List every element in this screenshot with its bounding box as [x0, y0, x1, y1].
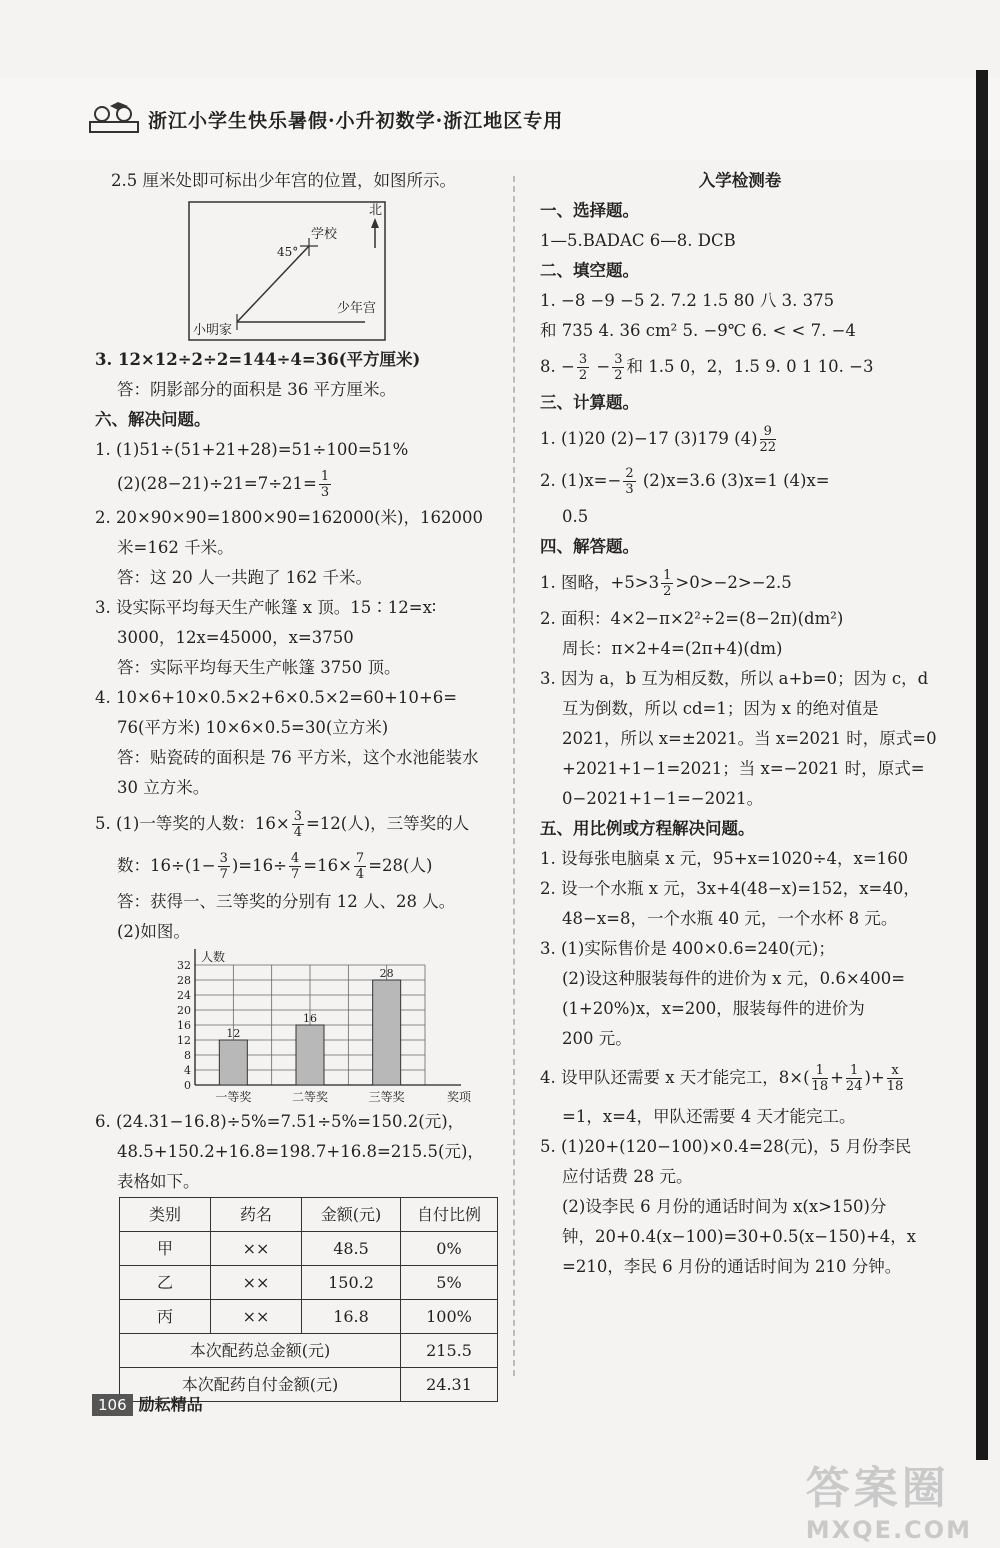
map-diagram — [187, 200, 427, 345]
text-line: 答：贴瓷砖的面积是 76 平方米，这个水池能装水 — [117, 748, 479, 767]
y-tick-label: 8 — [184, 1049, 191, 1062]
y-tick-label: 32 — [177, 959, 191, 972]
map-north-label: 北 — [369, 203, 383, 218]
text-line: 1. (1)51÷(51+21+28)=51÷100=51% — [95, 440, 409, 459]
text-line: (2)如图。 — [117, 922, 190, 941]
section-title: 入学检测卷 — [698, 171, 782, 190]
text-line: 76(平方米) 10×6×0.5=30(立方米) — [117, 718, 389, 737]
table-cell: 48.5 — [302, 1232, 401, 1266]
table-cell: ×× — [211, 1300, 302, 1334]
table-cell: 24.31 — [401, 1368, 498, 1402]
table-cell: 215.5 — [401, 1334, 498, 1368]
left-column — [95, 166, 505, 1402]
text-line: 应付话费 28 元。 — [562, 1167, 693, 1186]
text-line: 答：实际平均每天生产帐篷 3750 顶。 — [117, 658, 401, 677]
text-line: 答：获得一、三等奖的分别有 12 人、28 人。 — [117, 892, 456, 911]
reading-kids-logo-icon — [88, 100, 140, 136]
x-tick-label: 二等奖 — [291, 1090, 329, 1104]
table-header-row — [120, 1198, 498, 1232]
header-title: 浙江小学生快乐暑假·小升初数学·浙江地区专用 — [148, 110, 564, 132]
text-line: 8. − $\frac{3}{2}$ − $\frac{3}{2}$ 和 1.5 0，2，1.5 9. 0 1 10. −3 — [540, 352, 874, 383]
y-tick-label: 20 — [177, 1004, 191, 1017]
text-line: 5. (1)20+(120−100)×0.4=28(元)，5 月份李民 — [540, 1137, 912, 1156]
text-line: 2. (1)x=− $\frac{2}{3}$ (2)x=3.6 (3)x=1 (4)x= — [540, 466, 830, 497]
x-axis-label: 奖项 — [447, 1090, 472, 1104]
text-line: 2. 设一个水瓶 x 元，3x+4(48−x)=152，x=40， — [540, 879, 920, 898]
right-column — [540, 166, 940, 1282]
footer-brand: 励耘精品 — [138, 1395, 203, 1414]
fraction: $\frac{3}{2}$ — [578, 352, 588, 383]
table-cell: 0% — [401, 1232, 498, 1266]
map-palace-label: 少年宫 — [337, 301, 377, 316]
watermark — [806, 1452, 972, 1544]
text-line: 2.5 厘米处即可标出少年宫的位置，如图所示。 — [111, 171, 456, 190]
bar — [296, 1025, 324, 1085]
fraction: $\frac{3}{2}$ — [614, 352, 623, 383]
map-school-label: 学校 — [311, 227, 338, 242]
text-line: 1. 图略，+5>3 $\frac{1}{2}$ >0>−2>−2.5 — [540, 568, 792, 599]
text-line: 互为倒数，所以 cd=1；因为 x 的绝对值是 — [562, 699, 879, 718]
text-line: 1. −8 −9 −5 2. 7.2 1.5 80 八 3. 375 — [540, 291, 835, 310]
x-tick-label: 三等奖 — [368, 1090, 405, 1104]
fraction: $\frac{3}{7}$ — [219, 851, 228, 882]
table-cell: 5% — [401, 1266, 498, 1300]
text-line: (2)设李民 6 月份的通话时间为 x(x>150)分 — [562, 1197, 887, 1216]
section-heading: 五、用比例或方程解决问题。 — [540, 819, 755, 838]
watermark-text: 答案圈 — [805, 1463, 950, 1514]
table-row — [120, 1232, 498, 1266]
text-line: 200 元。 — [562, 1029, 632, 1048]
column-divider — [513, 176, 515, 1376]
y-tick-label: 0 — [184, 1079, 191, 1092]
table-cell: 丙 — [120, 1300, 211, 1334]
y-tick-label: 28 — [177, 974, 191, 987]
text-line: 3. 12×12÷2÷2=144÷4=36(平方厘米) — [95, 350, 421, 369]
table-cell: ×× — [211, 1266, 302, 1300]
section-heading: 六、解决问题。 — [95, 410, 211, 429]
table-row — [120, 1334, 498, 1368]
text-line: 3. 设实际平均每天生产帐篷 x 顶。15∶12=x∶ — [95, 598, 437, 617]
fraction: $\frac{4}{7}$ — [290, 851, 300, 882]
text-line: 4. 设甲队还需要 x 天才能完工，8×( $\frac{1}{18}$ + $\frac{1}{24}$ )+ $\frac{x}{18}$ — [540, 1063, 904, 1094]
table-header: 自付比例 — [401, 1198, 498, 1232]
text-line: 答：这 20 人一共跑了 162 千米。 — [117, 568, 372, 587]
text-line: 30 立方米。 — [117, 778, 210, 797]
text-line: 3. (1)实际售价是 400×0.6=240(元)； — [540, 939, 835, 958]
fraction: $\frac{x}{18}$ — [886, 1063, 904, 1094]
bar-value-label: 12 — [226, 1027, 241, 1040]
section-heading: 四、解答题。 — [540, 537, 639, 556]
y-tick-label: 16 — [177, 1019, 191, 1032]
table-cell: 150.2 — [302, 1266, 401, 1300]
table-row — [120, 1300, 498, 1334]
text-line: =1，x=4，甲队还需要 4 天才能完工。 — [562, 1107, 856, 1126]
text-line: 1. (1)20 (2)−17 (3)179 (4) $\frac{9}{22}$ — [540, 424, 777, 455]
fraction: $\frac{2}{3}$ — [625, 466, 634, 497]
bar-chart — [135, 947, 495, 1107]
table-header: 金额(元) — [302, 1198, 401, 1232]
y-axis-label: 人数 — [201, 950, 226, 964]
bar — [219, 1040, 247, 1085]
text-line: 6. (24.31−16.8)÷5%=7.51÷5%=150.2(元)， — [95, 1112, 465, 1131]
text-line: 3000，12x=45000，x=3750 — [117, 628, 354, 647]
y-tick-label: 24 — [177, 989, 191, 1002]
text-line: 5. (1)一等奖的人数：16× $\frac{3}{4}$ =12(人)，三等奖的人 — [95, 809, 470, 840]
text-line: 1—5.BADAC 6—8. DCB — [540, 231, 736, 250]
section-heading: 二、填空题。 — [540, 261, 639, 280]
table-cell: 乙 — [120, 1266, 211, 1300]
binding-edge — [976, 70, 988, 1460]
y-tick-label: 12 — [177, 1034, 191, 1047]
table-cell: 本次配药自付金额(元) — [120, 1368, 401, 1402]
table-cell: 本次配药总金额(元) — [120, 1334, 401, 1368]
fraction: $\frac{9}{22}$ — [759, 424, 777, 455]
bar-value-label: 28 — [379, 967, 394, 980]
fraction: $\frac{1}{24}$ — [845, 1063, 863, 1094]
table-cell: 16.8 — [302, 1300, 401, 1334]
fraction: $\frac{1}{3}$ — [320, 469, 330, 500]
bar-value-label: 16 — [303, 1012, 317, 1025]
fraction: $\frac{1}{2}$ — [663, 568, 672, 599]
text-line: (2)设这种服装每件的进价为 x 元，0.6×400= — [562, 969, 906, 988]
text-line: 2021，所以 x=±2021。当 x=2021 时，原式=0 — [562, 729, 937, 748]
section-heading: 一、选择题。 — [540, 201, 639, 220]
text-line: 48−x=8，一个水瓶 40 元，一个水杯 8 元。 — [562, 909, 898, 928]
footer — [92, 1392, 203, 1416]
watermark-url: MXQE.COM — [805, 1516, 972, 1544]
text-line: (1+20%)x，x=200，服装每件的进价为 — [562, 999, 865, 1018]
text-line: 2. 20×90×90=1800×90=162000(米)，162000 — [95, 508, 483, 527]
y-tick-label: 4 — [184, 1064, 191, 1077]
text-line: 2. 面积：4×2−π×2²÷2=(8−2π)(dm²) — [540, 609, 844, 628]
bar — [373, 980, 401, 1085]
text-line: +2021+1−1=2021；当 x=−2021 时，原式= — [562, 759, 925, 778]
text-line: 1. 设每张电脑桌 x 元，95+x=1020÷4，x=160 — [540, 849, 909, 868]
map-home-label: 小明家 — [193, 323, 233, 338]
text-line: 表格如下。 — [117, 1172, 200, 1191]
fraction: $\frac{3}{4}$ — [293, 809, 302, 840]
table-header: 药名 — [211, 1198, 302, 1232]
section-heading: 三、计算题。 — [540, 393, 639, 412]
x-tick-label: 一等奖 — [215, 1090, 252, 1104]
text-line: 和 735 4. 36 cm² 5. −9℃ 6. < < 7. −4 — [540, 321, 856, 340]
medicine-table — [119, 1197, 498, 1402]
table-row — [120, 1266, 498, 1300]
text-line: 0−2021+1−1=−2021。 — [562, 789, 764, 808]
text-line: 3. 因为 a，b 互为相反数，所以 a+b=0；因为 c，d — [540, 669, 929, 688]
text-line: 48.5+150.2+16.8=198.7+16.8=215.5(元)， — [117, 1142, 484, 1161]
fraction: $\frac{7}{4}$ — [355, 851, 365, 882]
text-line: 米=162 千米。 — [117, 538, 234, 557]
text-line: (2)(28−21)÷21=7÷21= $\frac{1}{3}$ — [117, 469, 330, 500]
page-number: 106 — [92, 1394, 133, 1416]
fraction: $\frac{1}{18}$ — [811, 1063, 829, 1094]
text-line: 周长：π×2+4=(2π+4)(dm) — [562, 639, 783, 658]
text-line: 4. 10×6+10×0.5×2+6×0.5×2=60+10+6= — [95, 688, 458, 707]
text-line: =210，李民 6 月份的通话时间为 210 分钟。 — [562, 1257, 902, 1276]
map-angle-label: 45° — [277, 245, 299, 259]
map-frame — [189, 202, 385, 340]
text-line: 数：16÷(1− $\frac{3}{7}$ )=16÷ $\frac{4}{7}$ =16× $\frac{7}{4}$ =28(人) — [117, 851, 433, 882]
text-line: 钟，20+0.4(x−100)=30+0.5(x−150)+4，x — [562, 1227, 917, 1246]
table-header: 类别 — [120, 1198, 211, 1232]
table-cell: ×× — [211, 1232, 302, 1266]
table-cell: 甲 — [120, 1232, 211, 1266]
text-line: 答：阴影部分的面积是 36 平方厘米。 — [117, 380, 396, 399]
text-line: 0.5 — [562, 507, 589, 526]
table-cell: 100% — [401, 1300, 498, 1334]
